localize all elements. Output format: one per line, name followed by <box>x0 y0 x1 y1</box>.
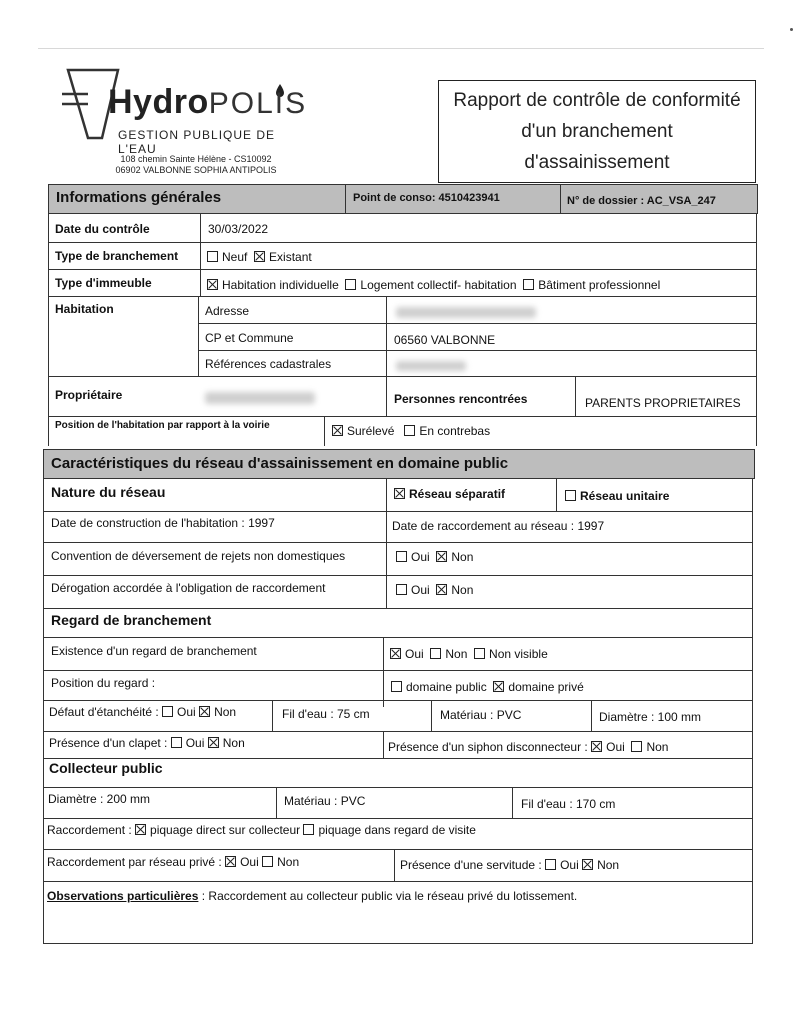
type-immeuble-options <box>207 278 660 292</box>
address-line-1: 108 chemin Sainte Hélène - CS10092 <box>120 154 272 164</box>
redacted-cadastre <box>396 361 466 371</box>
logo-subtitle: GESTION PUBLIQUE DE L'EAU <box>118 128 276 156</box>
reseau-prive-oui-checkbox[interactable] <box>225 856 236 867</box>
type-branchement-options <box>207 250 312 264</box>
report-title: Rapport de contrôle de conformité d'un branchement d'assainissement <box>453 90 741 173</box>
position-options <box>332 424 490 438</box>
existence-non-checkbox[interactable] <box>430 648 441 659</box>
siphon-non-checkbox[interactable] <box>631 741 642 752</box>
existence-options <box>390 647 548 661</box>
observations-row <box>47 889 577 903</box>
clapet-oui-label: Oui <box>185 736 205 750</box>
cp-label: CP et Commune <box>205 331 294 345</box>
derogation-oui-checkbox[interactable] <box>396 584 407 595</box>
existence-non-visible-label: Non visible <box>489 647 548 661</box>
servitude-row <box>400 858 619 872</box>
domaine-prive-label: domaine privé <box>508 680 584 694</box>
reseau-prive-row <box>47 855 299 869</box>
siphon-row <box>388 740 668 754</box>
collecteur-materiau: Matériau : PVC <box>284 794 366 808</box>
unitaire-label: Réseau unitaire <box>580 489 670 503</box>
existence-non-label: Non <box>445 647 468 661</box>
date-value: 30/03/2022 <box>208 222 269 236</box>
date-construction: Date de construction de l'habitation : 1997 <box>51 516 275 530</box>
ref-cadastrales-label: Références cadastrales <box>205 357 332 371</box>
reseau-title: Caractéristiques du réseau d'assainissement en domaine public <box>51 455 509 472</box>
regard-fil-eau: Fil d'eau : 75 cm <box>282 707 370 721</box>
nature-label: Nature du réseau <box>51 484 166 500</box>
servitude-oui-label: Oui <box>560 858 579 872</box>
sureleve-label: Surélevé <box>347 424 395 438</box>
position-label: Position de l'habitation par rapport à la voirie <box>55 420 270 431</box>
logo-bold: Hydro <box>108 83 209 121</box>
habitation-label: Habitation <box>55 302 114 316</box>
unitaire-checkbox[interactable] <box>565 490 576 501</box>
proprietaire-label: Propriétaire <box>55 388 123 402</box>
collecteur-fil-eau: Fil d'eau : 170 cm <box>521 797 616 811</box>
date-raccordement: Date de raccordement au réseau : 1997 <box>392 519 605 533</box>
clapet-oui-checkbox[interactable] <box>171 737 182 748</box>
clapet-non-label: Non <box>222 736 245 750</box>
logement-collectif-checkbox[interactable] <box>345 279 356 290</box>
convention-non-label: Non <box>451 550 474 564</box>
position-regard-label: Position du regard : <box>51 676 156 690</box>
siphon-oui-checkbox[interactable] <box>591 741 602 752</box>
habitation-individuelle-checkbox[interactable] <box>207 279 218 290</box>
date-label: Date du contrôle <box>55 222 150 236</box>
type-branchement-label: Type de branchement <box>55 249 179 263</box>
servitude-non-checkbox[interactable] <box>582 859 593 870</box>
separatif-checkbox[interactable] <box>394 488 405 499</box>
convention-oui-label: Oui <box>411 550 430 564</box>
servitude-oui-checkbox[interactable] <box>545 859 556 870</box>
point-conso: Point de conso: 4510423941 <box>353 192 500 204</box>
siphon-oui-label: Oui <box>606 740 625 754</box>
observations-value: : Raccordement au collecteur public via le réseau privé du lotissement. <box>198 889 578 903</box>
contrebas-checkbox[interactable] <box>404 425 415 436</box>
observations-label: Observations particulières <box>47 889 199 903</box>
existant-label: Existant <box>269 250 312 264</box>
position-regard-options <box>391 680 584 694</box>
derogation-non-checkbox[interactable] <box>436 584 447 595</box>
raccordement-row <box>47 823 476 837</box>
regard-diametre: Diamètre : 100 mm <box>599 710 702 724</box>
clapet-row <box>49 736 245 750</box>
batiment-pro-label: Bâtiment professionnel <box>538 278 661 292</box>
siphon-non-label: Non <box>646 740 669 754</box>
clapet-label: Présence d'un clapet : <box>49 736 168 750</box>
neuf-checkbox[interactable] <box>207 251 218 262</box>
neuf-label: Neuf <box>222 250 248 264</box>
existence-oui-checkbox[interactable] <box>390 648 401 659</box>
reseau-prive-label: Raccordement par réseau privé : <box>47 855 222 869</box>
defaut-label: Défaut d'étanchéité : <box>49 705 159 719</box>
collecteur-diametre: Diamètre : 200 mm <box>48 792 151 806</box>
logo-light: POLIS <box>208 87 308 120</box>
defaut-etancheite <box>49 705 236 719</box>
personnes-label: Personnes rencontrées <box>394 392 528 406</box>
separatif-option <box>394 487 505 501</box>
raccordement-label: Raccordement : <box>47 823 132 837</box>
existant-checkbox[interactable] <box>254 251 265 262</box>
piquage-regard-label: piquage dans regard de visite <box>318 823 476 837</box>
cp-value: 06560 VALBONNE <box>394 333 496 347</box>
type-immeuble-label: Type d'immeuble <box>55 276 152 290</box>
siphon-label: Présence d'un siphon disconnecteur : <box>388 740 588 754</box>
unitaire-option <box>565 489 669 503</box>
domaine-prive-checkbox[interactable] <box>493 681 504 692</box>
existence-non-visible-checkbox[interactable] <box>474 648 485 659</box>
regard-title: Regard de branchement <box>51 612 212 628</box>
address-line-2: 06902 VALBONNE SOPHIA ANTIPOLIS <box>115 165 277 175</box>
dossier-number: N° de dossier : AC_VSA_247 <box>567 195 716 207</box>
piquage-direct-checkbox[interactable] <box>135 824 146 835</box>
regard-materiau: Matériau : PVC <box>440 708 522 722</box>
habitation-individuelle-label: Habitation individuelle <box>222 278 339 292</box>
sureleve-checkbox[interactable] <box>332 425 343 436</box>
derogation-label: Dérogation accordée à l'obligation de raccordement <box>51 581 326 595</box>
piquage-direct-label: piquage direct sur collecteur <box>150 823 301 837</box>
servitude-label: Présence d'une servitude : <box>400 858 542 872</box>
derogation-oui-label: Oui <box>411 583 430 597</box>
derogation-options <box>396 583 473 597</box>
adresse-label: Adresse <box>205 304 250 318</box>
reseau-prive-oui-label: Oui <box>240 855 259 869</box>
contrebas-label: En contrebas <box>419 424 491 438</box>
clapet-non-checkbox[interactable] <box>208 737 219 748</box>
domaine-public-checkbox[interactable] <box>391 681 402 692</box>
collecteur-title: Collecteur public <box>49 760 163 776</box>
reseau-prive-non-label: Non <box>277 855 300 869</box>
convention-options <box>396 550 473 564</box>
existence-oui-label: Oui <box>405 647 424 661</box>
defaut-oui-label: Oui <box>177 705 196 719</box>
personnes-value: PARENTS PROPRIETAIRES <box>585 396 741 410</box>
separatif-label: Réseau séparatif <box>409 487 506 501</box>
derogation-non-label: Non <box>451 583 474 597</box>
general-title: Informations générales <box>56 189 222 206</box>
batiment-pro-checkbox[interactable] <box>523 279 534 290</box>
convention-oui-checkbox[interactable] <box>396 551 407 562</box>
existence-label: Existence d'un regard de branchement <box>51 644 257 658</box>
reseau-prive-non-checkbox[interactable] <box>262 856 273 867</box>
domaine-public-label: domaine public <box>406 680 487 694</box>
logement-collectif-label: Logement collectif- habitation <box>360 278 517 292</box>
redacted-address <box>396 307 536 318</box>
convention-label: Convention de déversement de rejets non domestiques <box>51 549 346 563</box>
servitude-non-label: Non <box>597 858 620 872</box>
convention-non-checkbox[interactable] <box>436 551 447 562</box>
defaut-oui-checkbox[interactable] <box>162 706 173 717</box>
redacted-owner <box>205 392 315 404</box>
defaut-non-label: Non <box>214 705 237 719</box>
piquage-regard-checkbox[interactable] <box>303 824 314 835</box>
defaut-non-checkbox[interactable] <box>199 706 210 717</box>
